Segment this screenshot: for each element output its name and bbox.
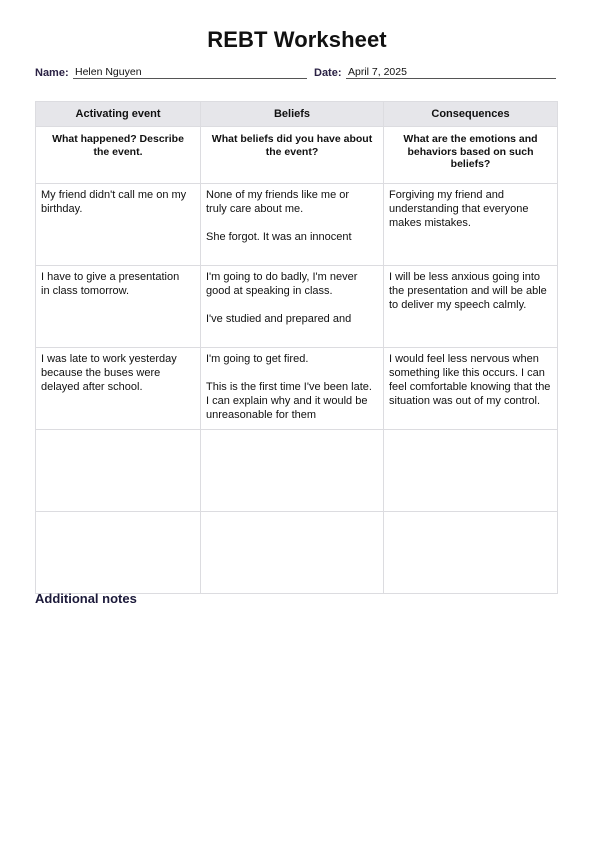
table-row <box>36 266 558 348</box>
table-row <box>36 348 558 430</box>
header-consequences: Consequences <box>384 102 558 127</box>
prompt-activating-event: What happened? Describe the event. <box>36 127 201 184</box>
name-label: Name: <box>35 67 69 79</box>
consequences-cell[interactable]: Forgiving my friend and understanding that everyone makes mistakes. <box>384 184 558 266</box>
consequences-cell[interactable]: I would feel less nervous when something like this occurs. I can feel comfortable knowing that the situation was out of my control. <box>384 348 558 430</box>
header-activating-event: Activating event <box>36 102 201 127</box>
activating-event-cell[interactable]: My friend didn't call me on my birthday. <box>36 184 201 266</box>
header-beliefs: Beliefs <box>201 102 384 127</box>
date-field[interactable]: April 7, 2025 <box>346 66 556 79</box>
name-field[interactable]: Helen Nguyen <box>73 66 307 79</box>
prompt-row <box>36 127 558 184</box>
beliefs-cell[interactable]: I'm going to do badly, I'm never good at speaking in class. I've studied and prepared and <box>201 266 384 348</box>
date-label: Date: <box>314 67 342 79</box>
beliefs-cell[interactable] <box>201 512 384 594</box>
activating-event-cell[interactable]: I was late to work yesterday because the buses were delayed after school. <box>36 348 201 430</box>
table-row <box>36 430 558 512</box>
table-row <box>36 512 558 594</box>
activating-event-cell[interactable] <box>36 512 201 594</box>
consequences-cell[interactable]: I will be less anxious going into the presentation and will be able to deliver my speech calmly. <box>384 266 558 348</box>
beliefs-cell[interactable]: I'm going to get fired. This is the first time I've been late. I can explain why and it would be unreasonable for them <box>201 348 384 430</box>
page-title: REBT Worksheet <box>207 27 387 52</box>
consequences-cell[interactable] <box>384 512 558 594</box>
additional-notes-heading: Additional notes <box>35 591 137 606</box>
table-row <box>36 184 558 266</box>
consequences-cell[interactable] <box>384 430 558 512</box>
beliefs-cell[interactable] <box>201 430 384 512</box>
activating-event-cell[interactable]: I have to give a presentation in class tomorrow. <box>36 266 201 348</box>
date-field-row <box>314 66 559 82</box>
rebt-table <box>35 101 558 594</box>
name-field-row <box>35 66 315 82</box>
prompt-consequences: What are the emotions and behaviors based on such beliefs? <box>384 127 558 184</box>
header-row <box>36 102 558 127</box>
beliefs-cell[interactable]: None of my friends like me or truly care about me. She forgot. It was an innocent <box>201 184 384 266</box>
prompt-beliefs: What beliefs did you have about the event? <box>201 127 384 184</box>
activating-event-cell[interactable] <box>36 430 201 512</box>
